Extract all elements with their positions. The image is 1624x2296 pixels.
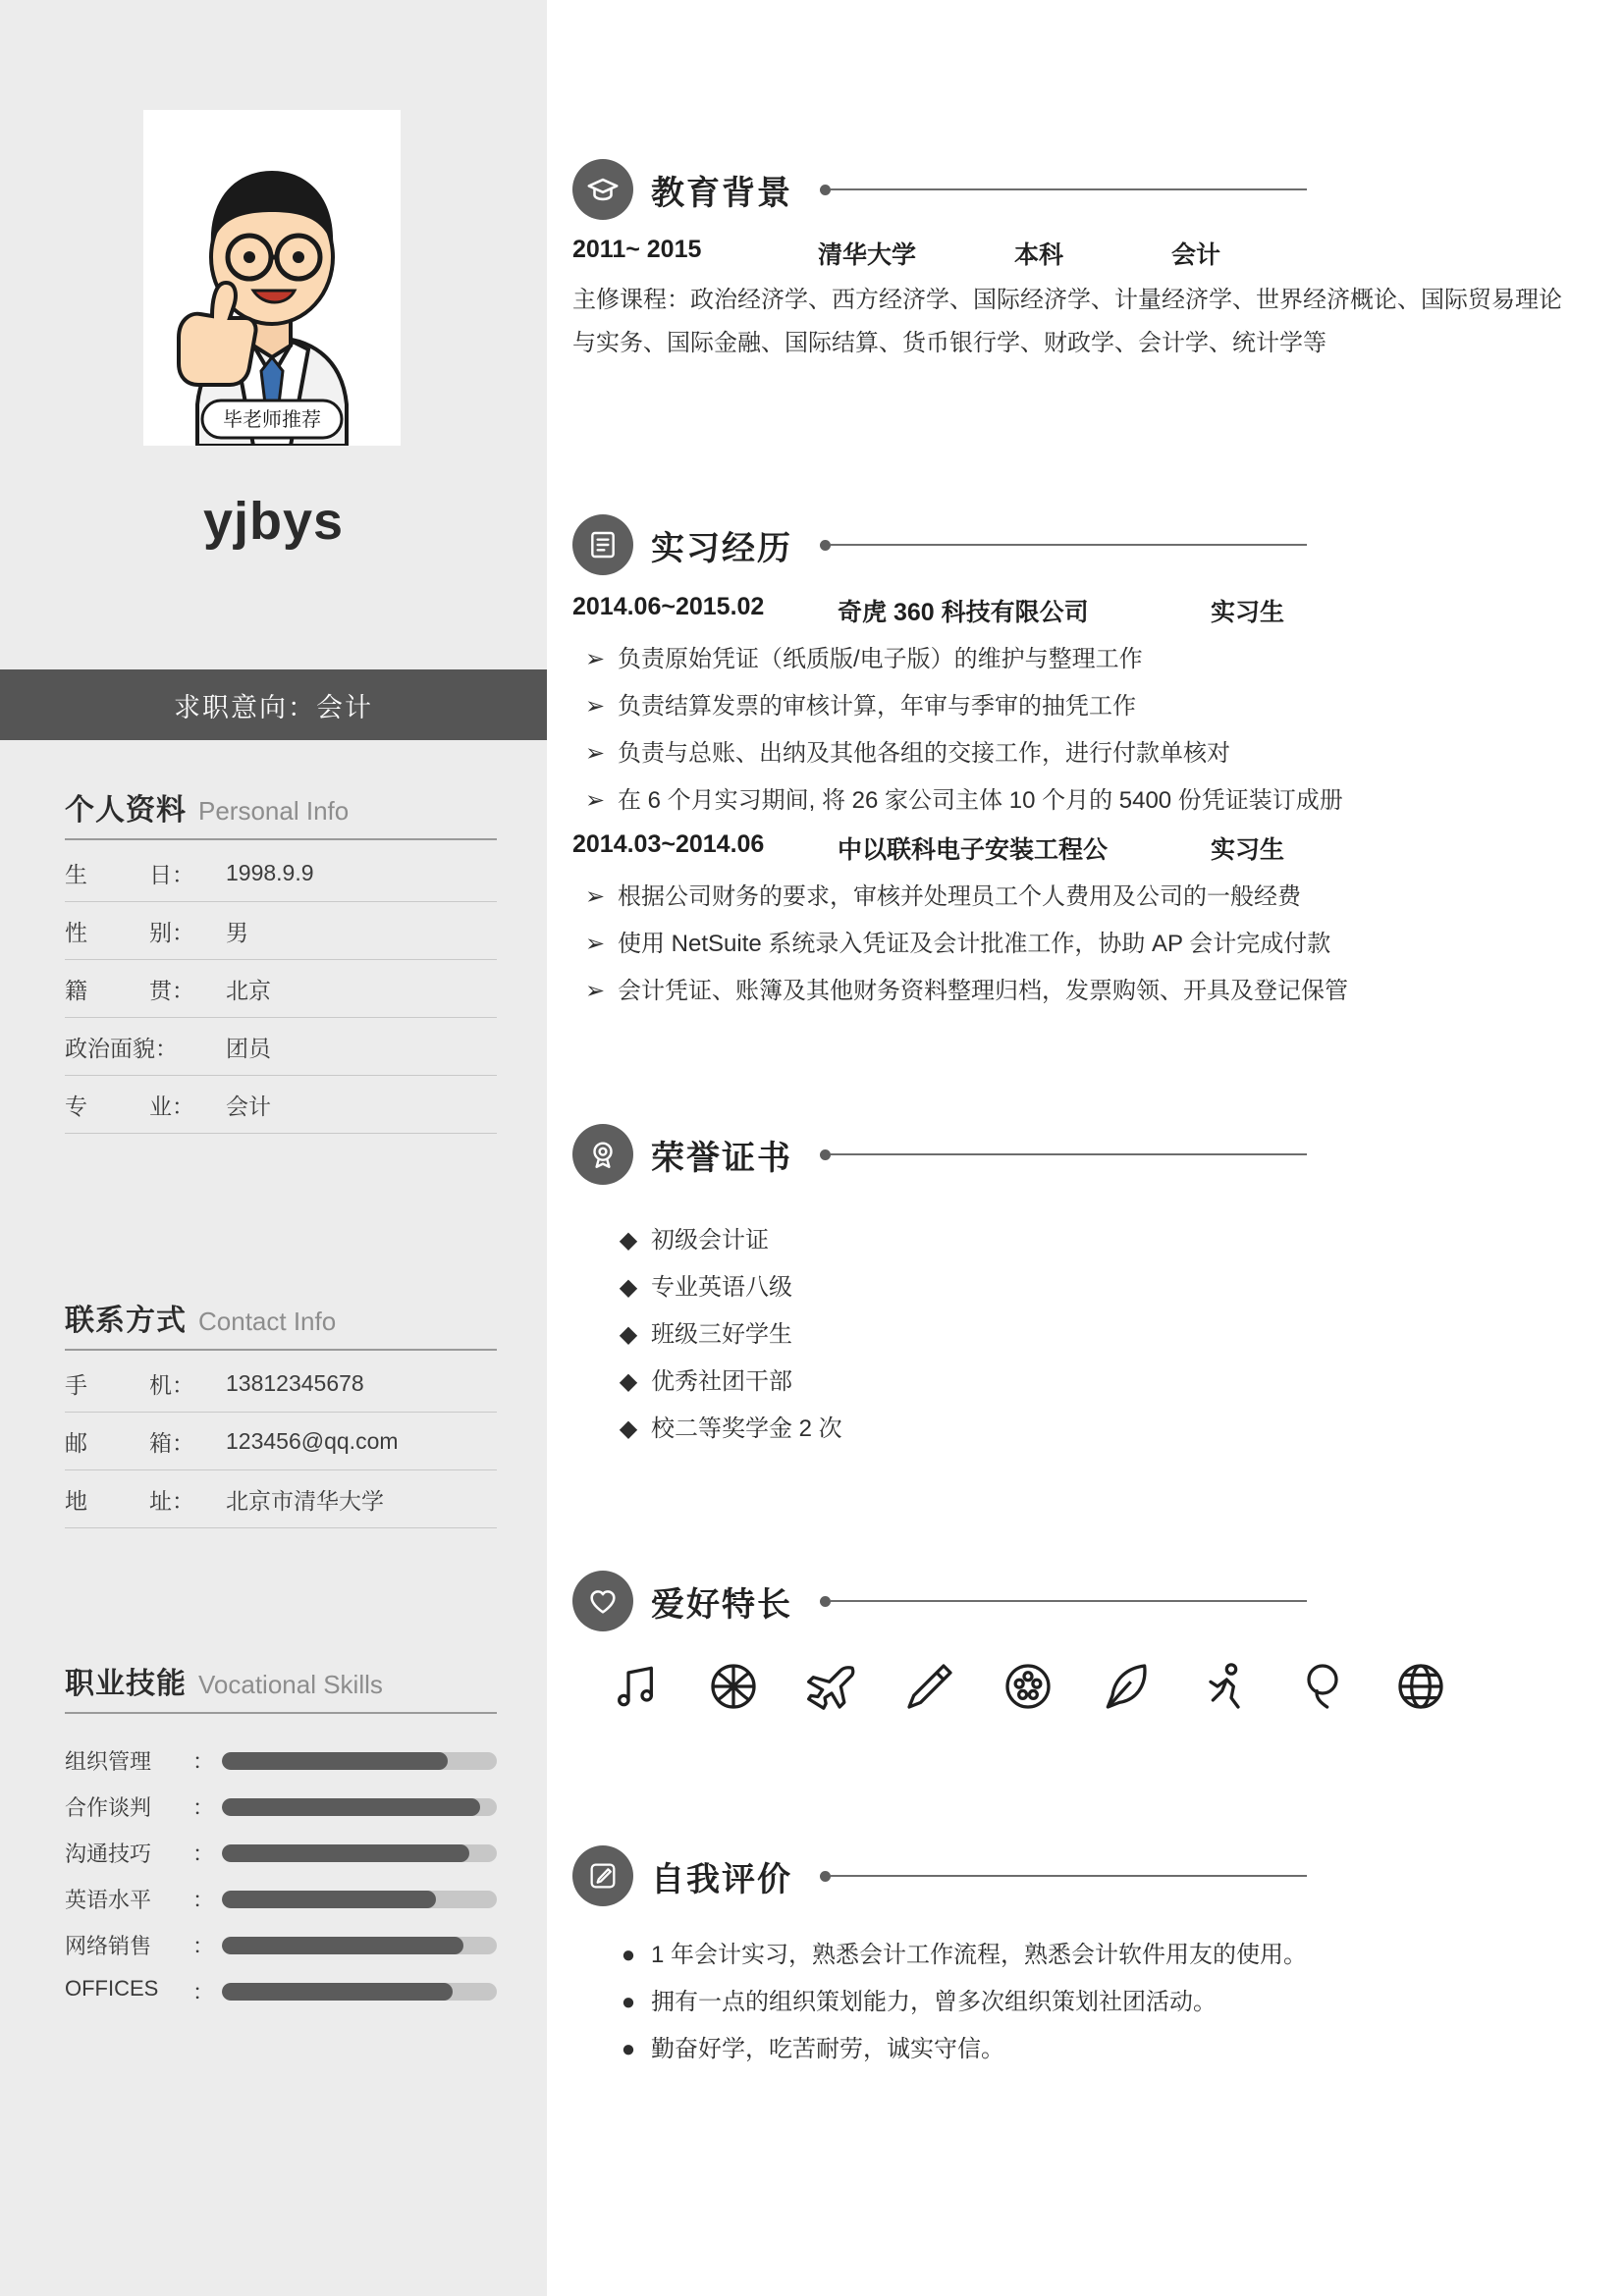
heading-rule xyxy=(810,540,1307,551)
bullet-text: 初级会计证 xyxy=(651,1227,769,1254)
arrow-bullet-icon: ➢ xyxy=(584,978,606,1004)
skill-bar-track xyxy=(222,1798,497,1816)
diamond-bullet-icon: ◆ xyxy=(619,1274,638,1301)
arrow-bullet-icon: ➢ xyxy=(584,787,606,814)
graduation-cap-icon xyxy=(572,159,633,220)
music-note-icon xyxy=(608,1659,663,1719)
table-row xyxy=(65,844,497,902)
diamond-bullet-icon: ◆ xyxy=(619,1227,638,1254)
job-company: 中以联科电子安装工程公 xyxy=(838,836,1109,864)
internship-title: 实习经历 xyxy=(651,529,792,567)
list-item xyxy=(572,968,1574,1015)
skill-item xyxy=(65,1968,497,2014)
job-period: 2014.03~2014.06 xyxy=(572,830,765,858)
bullet-text: 根据公司财务的要求，审核并处理员工个人费用及公司的一般经费 xyxy=(618,883,1301,910)
magnifier-icon xyxy=(1295,1659,1350,1719)
skills-title-cn: 职业技能 xyxy=(65,1668,187,1700)
globe-icon xyxy=(1393,1659,1448,1719)
field-label: 籍 贯： xyxy=(65,977,194,1003)
internship-body xyxy=(572,593,1574,1015)
education-body xyxy=(572,236,1564,365)
skills-title-en: Vocational Skills xyxy=(198,1670,383,1699)
running-icon xyxy=(1197,1659,1252,1719)
bullet-text: 负责原始凭证（纸质版/电子版）的维护与整理工作 xyxy=(618,646,1143,672)
job-company: 奇虎 360 科技有限公司 xyxy=(838,599,1089,626)
document-icon xyxy=(572,514,633,575)
arrow-bullet-icon: ➢ xyxy=(584,883,606,910)
bullet-text: 使用 NetSuite 系统录入凭证及会计批准工作，协助 AP 会计完成付款 xyxy=(618,931,1331,957)
skill-bar-fill xyxy=(222,1891,436,1908)
feather-pen-icon xyxy=(1099,1659,1154,1719)
field-value: 13812345678 xyxy=(226,1369,364,1396)
skill-bar-track xyxy=(222,1983,497,2001)
list-item xyxy=(606,1359,1489,1406)
list-item xyxy=(572,777,1574,825)
list-item xyxy=(572,636,1574,683)
contact-info-title-cn: 联系方式 xyxy=(65,1305,187,1337)
education-major: 会计 xyxy=(1171,241,1221,269)
airplane-icon xyxy=(804,1659,859,1719)
skill-item xyxy=(65,1922,497,1968)
skill-bar-fill xyxy=(222,1844,469,1862)
arrow-bullet-icon: ➢ xyxy=(584,931,606,957)
field-label: 手 机： xyxy=(65,1371,194,1398)
job-role: 实习生 xyxy=(1211,836,1285,864)
field-label: 专 业： xyxy=(65,1093,194,1119)
skills-list xyxy=(65,1737,497,2014)
personal-info-heading xyxy=(65,785,497,840)
skill-label: 合作谈判 ： xyxy=(65,1795,214,1820)
field-value: 男 xyxy=(226,919,248,945)
field-value: 北京 xyxy=(226,977,271,1003)
contact-info-title-en: Contact Info xyxy=(198,1307,337,1336)
bullet-text: 班级三好学生 xyxy=(651,1321,792,1348)
table-row xyxy=(65,960,497,1018)
edit-pencil-icon xyxy=(572,1845,633,1906)
bullet-text: 负责结算发票的审核计算，年审与季审的抽凭工作 xyxy=(618,693,1136,720)
self-evaluation-title: 自我评价 xyxy=(651,1860,792,1898)
bullet-text: 拥有一点的组织策划能力，曾多次组织策划社团活动。 xyxy=(651,1989,1217,2015)
medal-icon xyxy=(572,1124,633,1185)
list-item xyxy=(606,1406,1489,1453)
internship-heading xyxy=(572,514,1307,575)
self-evaluation-heading xyxy=(572,1845,1307,1906)
skill-label: 沟通技巧 ： xyxy=(65,1842,214,1866)
heart-icon xyxy=(572,1571,633,1631)
education-school: 清华大学 xyxy=(818,241,917,269)
arrow-bullet-icon: ➢ xyxy=(584,646,606,672)
diamond-bullet-icon: ◆ xyxy=(619,1368,638,1395)
education-row xyxy=(572,236,1564,271)
svg-text:毕老师推荐: 毕老师推荐 xyxy=(223,409,321,431)
field-value: 团员 xyxy=(226,1035,271,1061)
education-courses: 主修课程：政治经济学、西方经济学、国际经济学、计量经济学、世界经济概论、国际贸易理论与实务、国际金融、国际结算、货币银行学、财政学、会计学、统计学等 xyxy=(572,287,1562,356)
self-evaluation-body xyxy=(606,1932,1588,2073)
personal-info-table xyxy=(65,844,497,1134)
field-value: 北京市清华大学 xyxy=(226,1487,384,1514)
field-value: 会计 xyxy=(226,1093,271,1119)
skill-bar-fill xyxy=(222,1752,448,1770)
basketball-icon xyxy=(706,1659,761,1719)
diamond-bullet-icon: ◆ xyxy=(619,1415,638,1442)
skill-bar-fill xyxy=(222,1798,480,1816)
list-item xyxy=(572,921,1574,968)
skill-bar-track xyxy=(222,1752,497,1770)
table-row xyxy=(65,1018,497,1076)
education-degree: 本科 xyxy=(1014,241,1064,269)
bullet-text: 校二等奖学金 2 次 xyxy=(651,1415,842,1442)
hobbies-title: 爱好特长 xyxy=(651,1585,792,1624)
honors-heading xyxy=(572,1124,1307,1185)
list-item xyxy=(572,683,1574,730)
internship-job-header xyxy=(572,593,1574,628)
skill-label: 组织管理 ： xyxy=(65,1749,214,1774)
field-label: 邮 箱： xyxy=(65,1429,194,1456)
table-row xyxy=(65,1413,497,1470)
heading-rule xyxy=(810,1149,1307,1160)
dot-bullet-icon: ● xyxy=(621,1989,636,2015)
dot-bullet-icon: ● xyxy=(621,2036,636,2062)
bullet-text: 1 年会计实习，熟悉会计工作流程，熟悉会计软件用友的使用。 xyxy=(651,1942,1308,1968)
skill-item xyxy=(65,1876,497,1922)
skills-heading xyxy=(65,1659,497,1714)
field-label: 性 别： xyxy=(65,919,194,945)
film-reel-icon xyxy=(1001,1659,1056,1719)
candidate-name: yjbys xyxy=(202,492,345,551)
list-item xyxy=(606,1311,1489,1359)
bullet-text: 优秀社团干部 xyxy=(651,1368,792,1395)
sidebar xyxy=(0,0,547,2296)
education-heading xyxy=(572,159,1307,220)
heading-rule xyxy=(810,185,1307,195)
list-item xyxy=(606,1264,1489,1311)
bullet-text: 在 6 个月实习期间, 将 26 家公司主体 10 个月的 5400 份凭证装订成册 xyxy=(618,787,1343,814)
heading-rule xyxy=(810,1871,1307,1882)
hobbies-heading xyxy=(572,1571,1307,1631)
skill-label: 英语水平 ： xyxy=(65,1888,214,1912)
heading-rule xyxy=(810,1596,1307,1607)
skill-bar-fill xyxy=(222,1937,463,1954)
bullet-text: 勤奋好学，吃苦耐劳，诚实守信。 xyxy=(651,2036,1004,2062)
education-period: 2011~ 2015 xyxy=(572,236,702,263)
skill-bar-fill xyxy=(222,1983,453,2001)
job-objective-bar: 求职意向：会计 xyxy=(0,669,547,740)
list-item xyxy=(606,1932,1588,1979)
table-row xyxy=(65,1076,497,1134)
skill-bar-track xyxy=(222,1844,497,1862)
arrow-bullet-icon: ➢ xyxy=(584,740,606,767)
skill-bar-track xyxy=(222,1937,497,1954)
list-item xyxy=(606,2026,1588,2073)
field-label: 地 址： xyxy=(65,1487,194,1514)
table-row xyxy=(65,1470,497,1528)
table-row xyxy=(65,1355,497,1413)
personal-info-title-en: Personal Info xyxy=(198,796,350,826)
list-item xyxy=(572,730,1574,777)
table-row xyxy=(65,902,497,960)
skill-item xyxy=(65,1830,497,1876)
job-period: 2014.06~2015.02 xyxy=(572,593,765,620)
honors-title: 荣誉证书 xyxy=(651,1139,792,1177)
field-value: 123456@qq.com xyxy=(226,1427,399,1454)
main-column xyxy=(547,0,1624,2296)
contact-info-table xyxy=(65,1355,497,1528)
education-title: 教育背景 xyxy=(651,174,792,212)
skill-item xyxy=(65,1737,497,1784)
pen-icon xyxy=(902,1659,957,1719)
skill-item xyxy=(65,1784,497,1830)
personal-info-title-cn: 个人资料 xyxy=(65,794,187,827)
internship-job-header xyxy=(572,830,1574,866)
arrow-bullet-icon: ➢ xyxy=(584,693,606,720)
field-label: 政治面貌： xyxy=(65,1035,178,1061)
skill-label: OFFICES ： xyxy=(65,1976,214,2004)
bullet-text: 会计凭证、账簿及其他财务资料整理归档，发票购领、开具及登记保管 xyxy=(618,978,1348,1004)
diamond-bullet-icon: ◆ xyxy=(619,1321,638,1348)
bullet-text: 负责与总账、出纳及其他各组的交接工作，进行付款单核对 xyxy=(618,740,1230,767)
bullet-text: 专业英语八级 xyxy=(651,1274,792,1301)
skill-label: 网络销售 ： xyxy=(65,1934,214,1958)
field-label: 生 日： xyxy=(65,861,194,887)
dot-bullet-icon: ● xyxy=(621,1942,636,1968)
field-value: 1998.9.9 xyxy=(226,859,314,885)
contact-info-heading xyxy=(65,1296,497,1351)
skill-bar-track xyxy=(222,1891,497,1908)
list-item xyxy=(572,874,1574,921)
hobby-icon-row xyxy=(608,1659,1448,1719)
job-role: 实习生 xyxy=(1211,599,1285,626)
list-item xyxy=(606,1217,1489,1264)
list-item xyxy=(606,1979,1588,2026)
profile-photo xyxy=(143,110,401,446)
honors-body xyxy=(606,1217,1489,1453)
